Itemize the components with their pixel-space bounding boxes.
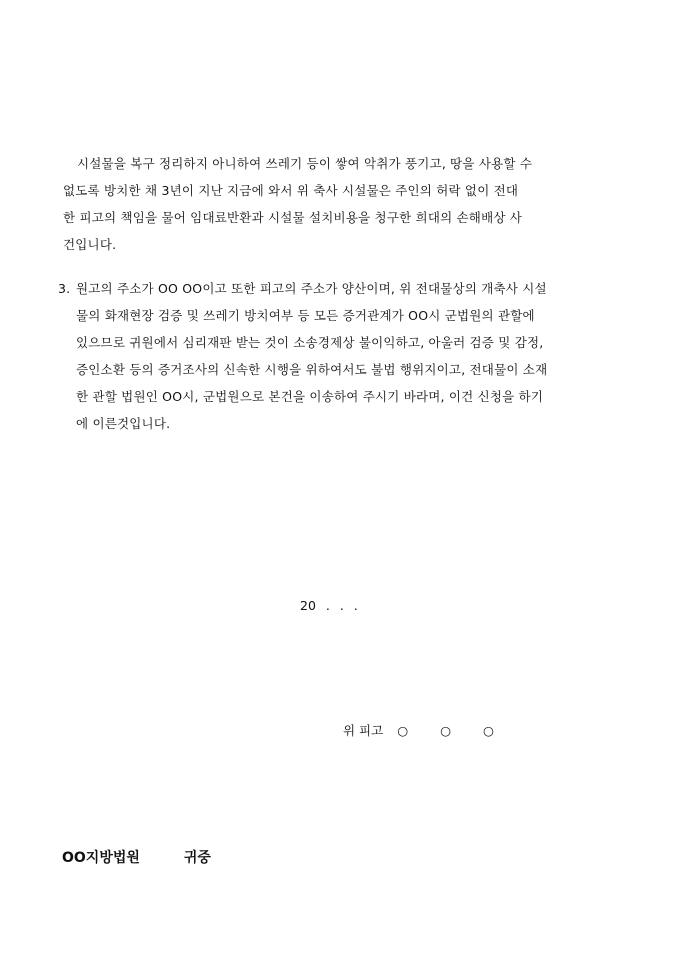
paragraph-line: 있으므로 귀원에서 심리재판 받는 것이 소송경제상 불이익하고, 아울러 검증 및 감정, — [76, 335, 544, 350]
signer-label: 위 피고 — [343, 723, 384, 738]
paragraph-line — [58, 275, 628, 302]
paragraph-line: 한 피고의 책임을 물어 임대료반환과 시설물 설치비용을 청구한 희대의 손해배상 사 — [63, 210, 523, 225]
court-name: OO지방법원 — [62, 850, 140, 866]
paragraph-line: 증인소환 등의 증거조사의 신속한 시행을 위하여서도 불법 행위지이고, 전대물이 소재 — [76, 362, 548, 377]
court-honorific: 귀중 — [183, 850, 211, 866]
paragraph-number: 3. — [58, 281, 71, 296]
continuation-paragraph — [63, 150, 625, 258]
court-recipient — [62, 847, 211, 867]
paragraph-line: 없도록 방치한 채 3년이 지난 지금에 와서 위 축사 시설물은 주인의 허락 없이 전대 — [63, 183, 519, 198]
paragraph-line: 건입니다. — [63, 237, 117, 252]
signer-line — [343, 721, 508, 739]
paragraph-line: 시설물을 복구 정리하지 아니하여 쓰레기 등이 쌓여 악취가 풍기고, 땅을 사용할 수 — [77, 156, 533, 171]
paragraph-line: 에 이른것입니다. — [76, 416, 171, 431]
paragraph-3 — [58, 275, 628, 437]
paragraph-line: 물의 화재현장 검증 및 쓰레기 방치여부 등 모든 증거관계가 OO시 군법원의 관할에 — [76, 308, 535, 323]
paragraph-line-text: 원고의 주소가 OO OO이고 또한 피고의 주소가 양산이며, 위 전대물상의 개축사 시설 — [76, 281, 547, 296]
paragraph-line: 한 관할 법원인 OO시, 군법원으로 본건을 이송하여 주시기 바라며, 이건 신청을 하기 — [76, 389, 544, 404]
signer-name: ○ ○ ○ — [397, 723, 508, 738]
date-line: 20 . . . — [300, 598, 358, 613]
